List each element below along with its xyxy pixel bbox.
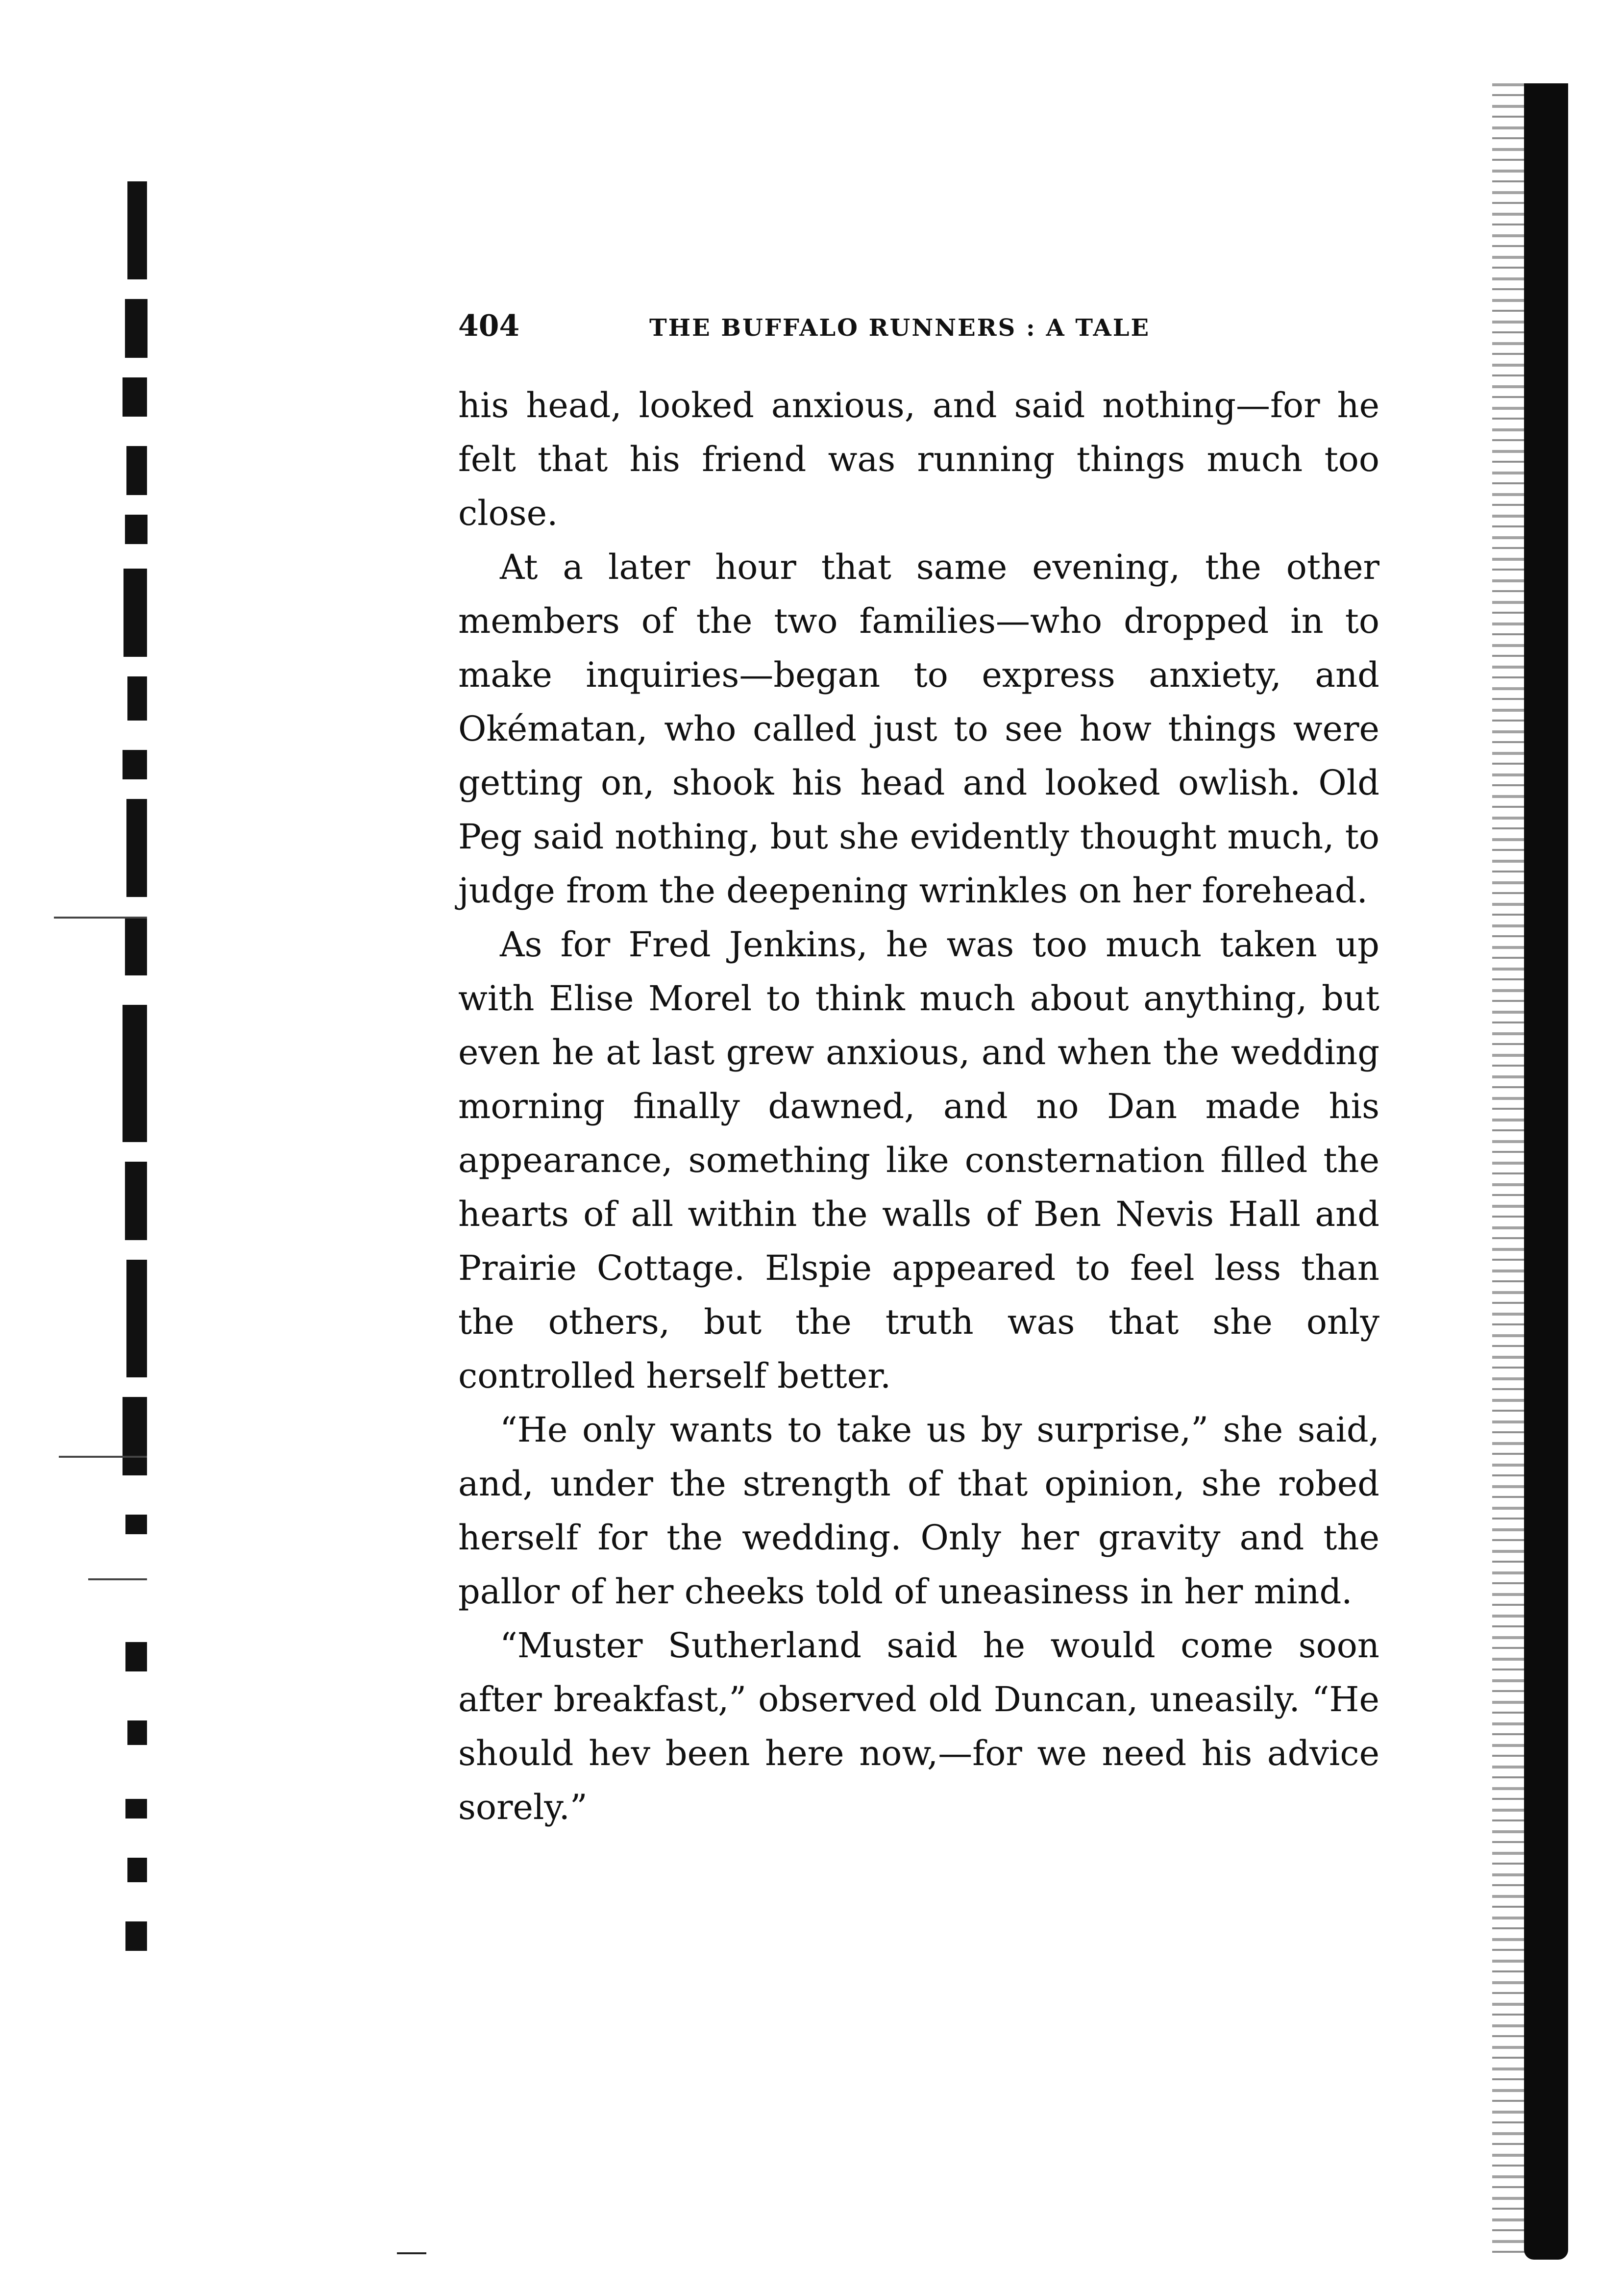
- right-scan-edge: [1480, 83, 1568, 2260]
- page-number: 404: [458, 309, 520, 343]
- paragraph-2: At a later hour that same evening, the other members of the two families—who dropped in to make inquiries—began to express anxiety, and Okématan, who called just to see how things were getting on, shook his head and looked owlish. Old Peg said nothing, but she evidently thought much, to judge from the deepening wrinkles on her forehead.: [458, 547, 1379, 911]
- book-page: [458, 309, 1379, 1834]
- left-scan-edge: [98, 74, 162, 2230]
- paragraph-3: As for Fred Jenkins, he was too much taken up with Elise Morel to think much about anything, but even he at last grew anxious, and when the wedding morning finally dawned, and no Dan made his appearance, something like consternation filled the hearts of all within the walls of Ben Nevis Hall and Prairie Cottage. Elspie appeared to feel less than the others, but the truth was that she only controlled herself better.: [458, 924, 1379, 1396]
- running-title: THE BUFFALO RUNNERS : A TALE: [649, 314, 1151, 342]
- paragraph-4: “He only wants to take us by surprise,” she said, and, under the strength of that opinion, she robed herself for the wedding. Only her gravity and the pallor of her cheeks told of uneasiness in her mind.: [458, 1410, 1379, 1612]
- paragraph-5: “Muster Sutherland said he would come soon after breakfast,” observed old Duncan, uneasily. “He should hev been here now,—for we need his advice sorely.”: [458, 1625, 1379, 1827]
- page-header: [458, 309, 1379, 358]
- paragraph-1: his head, looked anxious, and said nothing—for he felt that his friend was running things much too close.: [458, 385, 1379, 533]
- bottom-scan-mark: [397, 2252, 426, 2254]
- page-body: [458, 378, 1379, 1834]
